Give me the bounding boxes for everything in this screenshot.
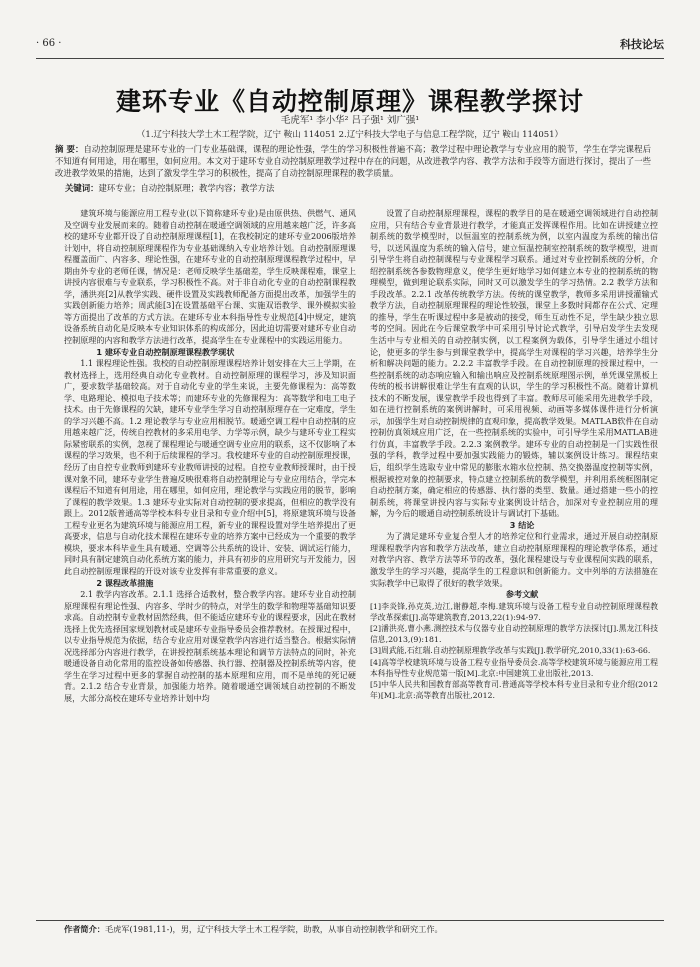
- abstract-text: 自动控制原理是建环专业的一门专业基础课，课程的理论性强，学生的学习积极性普遍不高；教学过程中理论教学与专业应用的脱节，学生在学完课程后不知道有何用途，用在哪里，如何应用。本文对于建环专业自动控制原理教学过程中存在的问题，从改进教学内容、教学方法和手段等方面进行探讨，提出了一些改进教学效果的措施，达到了激发学生学习的积极性，提高了自动控制原理课程的教学质量。: [55, 144, 651, 178]
- running-header: [36, 34, 664, 54]
- bio-label: 作者简介：: [64, 924, 105, 934]
- reference-item: [5]中华人民共和国教育部高等教育司.普通高等学校本科专业目录和专业介绍(2012年)[M].北京:高等教育出版社,2012.: [370, 680, 658, 701]
- reference-item: [2]潘洪亮,曹小燕.测控技术与仪器专业自动控制原理的教学方法探讨[J].黑龙江科技信息,2013,(9):181.: [370, 624, 658, 645]
- abstract: [55, 144, 651, 179]
- reference-list: [370, 601, 658, 702]
- reference-item: [1]李炎锋,孙克英,边江,谢静超,李梅.建筑环境与设备工程专业自动控制原理课程教学改革探索[J].高等建筑教育,2013,22(1):94-97.: [370, 601, 658, 622]
- affiliation: （1.辽宁科技大学土木工程学院，辽宁 鞍山 114051 2.辽宁科技大学电子与信息工程学院，辽宁 鞍山 114051）: [136, 130, 564, 140]
- footer-rule: [36, 920, 664, 921]
- section-2-continued: 设置了自动控制原理课程，课程的教学目的是在暖通空调领域进行自动控制应用，只有结合专业背景进行教学，才能真正发挥课程作用。比如在讲授建立控制系统的数学模型时，以恒温室的控制系统为例，以室内温度为系统的输出信号，以送风温度为系统的输入信号，建立恒温控制室控制系统的数学模型，进而引导学生将自动控制课程与专业课程学习联系。通过对专业控制系统的分析，介绍控制系统各参数物理意义，使学生更好地学习如何建立本专业的控制系统的物理模型，做到理论联系实际，同时又可以激发学生的学习热情。2.2 教学方法和手段改革。2.2.1 改革传统教学方法。传统的课堂教学，教师多采用讲授灌输式教学方法，自动控制原理课程的理论性较强，课堂上多数时间都存在公式、定理的推导，学生在听课过程中多是被动的接受，师生互动性不足，学生缺少独立思考的空间。因此在今后课堂教学中可采用引导讨论式教学，引导启发学生去发现生活中与专业相关的自动控制实例，以工程案例为载体，引导学生通过小组讨论，使更多的学生参与到课堂教学中，提高学生对课程的学习兴趣，培养学生分析和解决问题的能力。2.2.2 丰富教学手段。在自动控制原理的授课过程中，一些控制系统的动态响应输入和输出响应及控制系统原理图示例，单凭课堂黑板上传统的板书讲解很难让学生有直观的认识，学生的学习积极性不高。随着计算机技术的不断发展，课堂教学手段也得到了丰富。教师尽可能采用先进教学手段，如在进行控制系统的案例讲解时，可采用视频、动画等多媒体课件进行分析演示，加强学生对自动控制规律的直观印象，提高教学效果。MATLAB软件在自动控制仿真领域应用广泛，在一些控制系统的实验中，可引导学生采用MATLAB进行仿真，丰富教学手段。2.2.3 案例教学。建环专业的自动控制是一门实践性很强的学科，教学过程中要加强实践能力的锻炼，辅以案例设计练习。课程结束后，组织学生选取专业中常见的膨胀水箱水位控制、热交换器温度控制等实例，根据被控对象的控制要求，特点建立控制系统的数学模型，并利用系统框图制定自动控制方案，确定相应的传感器、执行器的类型、数量。通过搭建一些小的控制系统，将课堂讲授内容与实际专业案例设计结合，加深对专业控制应用的理解，为今后的暖通自动控制系统设计与调试打下基础。: [370, 208, 658, 519]
- intro-paragraph: 建筑环境与能源应用工程专业(以下简称建环专业)是由原供热、供燃气、通风及空调专业发展而来的。随着自动控制在暖通空调领域的应用越来越广泛，许多高校的建环专业都开设了自动控制原理课程[1]，在我校制定的建环专业2006版培养计划中，将自动控制原理课程作为专业基础课纳入专业培养计划。自动控制原理课程覆盖面广、内容多、理论性强，在建环专业的自动控制原理课程教学过程中，早期由外专业的老师任课，情况是：老师反映学生基础差，学生反映课程难，课堂上讲授内容很难与专业联系，学习积极性不高。对于非自动化专业的自动控制课程教学，潘洪亮[2]从教学实践、硬件设置及实践教师配备方面提出改革，加强学生的实践创新能力培养；周武能[3]在设置基础平台课、实施双语教学、课外模拟实验等方面提出了改革的方式方法。在建环专业本科指导性专业规范[4]中规定，建筑设备系统自动化是反映本专业知识体系的构成部分，因此迫切需要对建环专业自动控制原理的内容和教学方法进行改革，提高学生在专业课程中的实践运用能力。: [64, 208, 356, 346]
- keywords: [65, 182, 651, 194]
- reference-item: [3]周武能,石红瑞.自动控制原理教学改革与实践[J].教学研究,2010,33(1):63-66.: [370, 646, 651, 656]
- author-list: 毛虎军¹ 李小华² 吕子强¹ 刘广强¹: [280, 115, 420, 126]
- header-rule: [36, 58, 664, 59]
- section-heading-3: 3 结论: [509, 519, 535, 530]
- left-column: [64, 208, 356, 705]
- journal-section: 科技论坛: [620, 38, 664, 51]
- references-heading: 参考文献: [505, 589, 539, 600]
- keywords-text: 建环专业；自动控制原理；教学内容；教学方法: [98, 183, 275, 193]
- section-heading-1: 1 建环专业自动控制原理课程教学现状: [96, 346, 235, 357]
- section-2-body: 2.1 教学内容改革。2.1.1 选择合适教材，整合教学内容。建环专业自动控制原理课程有理论性强、内容多、学时少的特点，对学生的数学和物理等基础知识要求高。自动控制专业教材固然经典，但不能适应建环专业的课程要求，因此在教材选择上优先选择国家规划教材或是建环专业指导委员会推荐教材。在授课过程中，以专业指导规范为依据，结合专业应用对课堂教学内容进行适当整合。根据实际情况选择部分内容进行教学，在讲授控制系统基本理论和调节方法特点的同时，补充暖通设备自动化常用的监控设备如传感器、执行器、控制器及控制系统等内容，使学生在学习过程中更多的掌握自动控制的基本原理和应用，而不是单纯的死记硬背。2.1.2 结合专业背景，加强能力培养。随着暖通空调领域自动控制的不断发展，大部分高校在建环专业培养计划中均: [64, 589, 356, 703]
- reference-item: [4]高等学校建筑环境与设备工程专业指导委员会.高等学校建筑环境与能源应用工程本科指导性专业规范第一版[M].北京:中国建筑工业出版社,2013.: [370, 657, 658, 678]
- section-heading-2: 2 课程改革措施: [96, 577, 154, 588]
- bio-text: 毛虎军(1981,11-)，男，辽宁科技大学土木工程学院，助教，从事自动控制教学和研究工作。: [104, 924, 443, 934]
- author-bio: [64, 924, 654, 935]
- page-number: · 66 ·: [36, 38, 62, 49]
- right-column: [370, 208, 658, 701]
- abstract-label: 摘 要：: [55, 144, 84, 154]
- keywords-label: 关键词：: [65, 183, 99, 193]
- article-title: 建环专业《自动控制原理》课程教学探讨: [115, 87, 584, 116]
- section-1-body: 1.1 课程理论性强。我校的自动控制原理课程培养计划安排在大三上学期，在教材选择上，选用经典自动化专业教材。自动控制原理的课程学习，涉及知识面广，要求数学基础较高。对于自动化专业的学生来说，主要先修课程为：高等数学、电路理论、模拟电子技术等；而建环专业的先修课程为：高等数学和电工电子技术。由于先修课程的欠缺，建环专业学生学习自动控制原理存在一定难度，学生的学习兴趣不高。1.2 理论教学与专业应用相脱节。暖通空调工程中自动控制的应用越来越广泛，传统自控教材的多采用电学、力学等示例，缺少与建环专业工程实际紧密联系的实例，忽视了课程理论与暖通空调专业应用的联系，这不仅影响了本课程的学习效果，也不利于后续课程的学习。我校建环专业的自动控制原理授课，经历了由自控专业教师到建环专业教师讲授的过程。自控专业教师授课时，由于授课对象不同，建环专业学生普遍反映很难将自动控制理论与专业应用结合，学完本课程后不知道有何用途，用在哪里，如何应用，理论教学与实践应用的脱节，影响了课程的教学效果。1.3 建环专业实际对自动控制的要求提高，但相应的教学没有跟上。2012版普通高等学校本科专业目录和专业介绍中[5]，将原建筑环境与设备工程专业更名为建筑环境与能源应用工程，新专业的课程设置对学生培养提出了更高要求，信息与自动化技术课程在建环专业的培养方案中已经成为一个重要的教学模块，要求本科毕业生具有暖通、空调等公共系统的设计、安装、调试运行能力，同时具有制定建筑自动化系统方案的能力，并具有初步的应用研究与开发能力，因此自动控制原理课程的开设对该专业发挥有非常重要的意义。: [64, 358, 356, 576]
- conclusion-body: 为了满足建环专业复合型人才的培养定位和行业需求，通过开展自动控制原理课程教学内容和教学方法改革，建立自动控制原理课程的理论教学体系，通过对教学内容、教学方法等环节的改革，强化课程建设与专业课程间实践的联系，激发学生的学习兴趣，提高学生的工程意识和创新能力。文中列举的方法措施在实际教学中已取得了很好的教学效果。: [370, 531, 658, 588]
